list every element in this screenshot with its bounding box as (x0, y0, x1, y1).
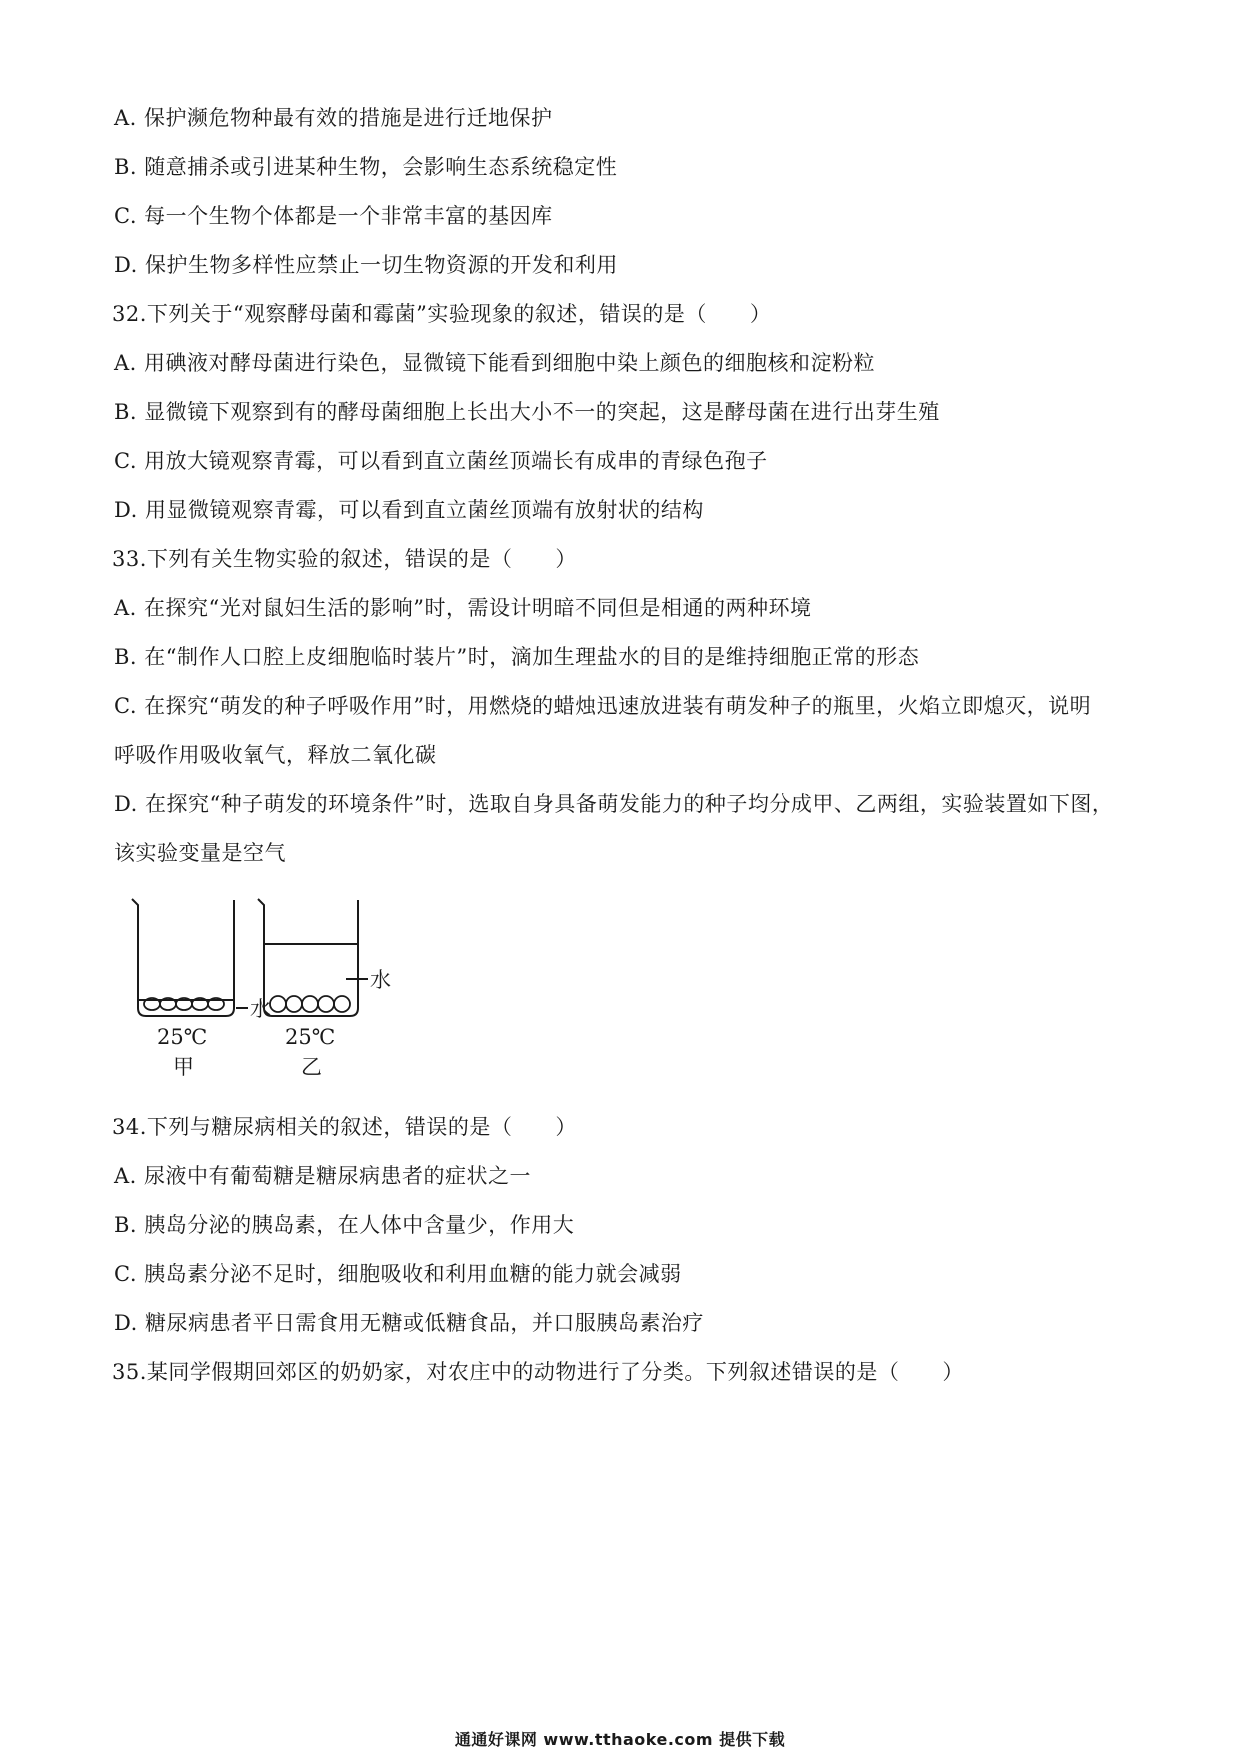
seeds-right (270, 996, 350, 1012)
q33-option-d-line2: 该实验变量是空气 (114, 841, 286, 865)
q32-option-a: A. 用碘液对酵母菌进行染色，显微镜下能看到细胞中染上颜色的细胞核和淀粉粒 (114, 351, 876, 375)
q33-option-d-line1: D. 在探究“种子萌发的环境条件”时，选取自身具备萌发能力的种子均分成甲、乙两组，实验装置如下图， (114, 792, 1114, 816)
seed-germination-figure (128, 896, 428, 1086)
q35-stem: 35.某同学假期回郊区的奶奶家，对农庄中的动物进行了分类。下列叙述错误的是（ ） (112, 1360, 964, 1384)
q34-stem: 34.下列与糖尿病相关的叙述，错误的是（ ） (112, 1115, 577, 1139)
q32-option-d: D. 用显微镜观察青霉，可以看到直立菌丝顶端有放射状的结构 (114, 498, 704, 522)
q33-option-b: B. 在“制作人口腔上皮细胞临时装片”时，滴加生理盐水的目的是维持细胞正常的形态 (114, 645, 920, 669)
q33-stem: 33.下列有关生物实验的叙述，错误的是（ ） (112, 547, 577, 571)
q31-option-b: B. 随意捕杀或引进某种生物，会影响生态系统稳定性 (114, 155, 618, 179)
q34-option-c: C. 胰岛素分泌不足时，细胞吸收和利用血糖的能力就会减弱 (114, 1262, 682, 1286)
q32-stem: 32.下列关于“观察酵母菌和霉菌”实验现象的叙述，错误的是（ ） (112, 302, 772, 326)
q32-option-b: B. 显微镜下观察到有的酵母菌细胞上长出大小不一的突起，这是酵母菌在进行出芽生殖 (114, 400, 940, 424)
group-label-left: 甲 (173, 1055, 194, 1079)
q34-option-b: B. 胰岛分泌的胰岛素，在人体中含量少，作用大 (114, 1213, 575, 1237)
q33-option-c-line1: C. 在探究“萌发的种子呼吸作用”时，用燃烧的蜡烛迅速放进装有萌发种子的瓶里，火焰立即熄灭，说明 (114, 694, 1092, 718)
q33-option-c-line2: 呼吸作用吸收氧气，释放二氧化碳 (114, 743, 437, 767)
q34-option-d: D. 糖尿病患者平日需食用无糖或低糖食品，并口服胰岛素治疗 (114, 1311, 704, 1335)
q31-option-c: C. 每一个生物个体都是一个非常丰富的基因库 (114, 204, 553, 228)
q34-option-a: A. 尿液中有葡萄糖是糖尿病患者的症状之一 (114, 1164, 532, 1188)
q32-option-c: C. 用放大镜观察青霉，可以看到直立菌丝顶端长有成串的青绿色孢子 (114, 449, 768, 473)
q31-option-a: A. 保护濒危物种最有效的措施是进行迁地保护 (114, 106, 553, 130)
temp-label-right: 25℃ (285, 1025, 336, 1049)
water-label-left: 水 (250, 997, 271, 1021)
temp-label-left: 25℃ (157, 1025, 208, 1049)
q31-option-d: D. 保护生物多样性应禁止一切生物资源的开发和利用 (114, 253, 618, 277)
page-footer: 通通好课网 www.tthaoke.com 提供下载 (454, 1730, 786, 1749)
water-label-right: 水 (370, 968, 391, 992)
group-label-right: 乙 (301, 1055, 322, 1079)
q33-option-a: A. 在探究“光对鼠妇生活的影响”时，需设计明暗不同但是相通的两种环境 (114, 596, 812, 620)
